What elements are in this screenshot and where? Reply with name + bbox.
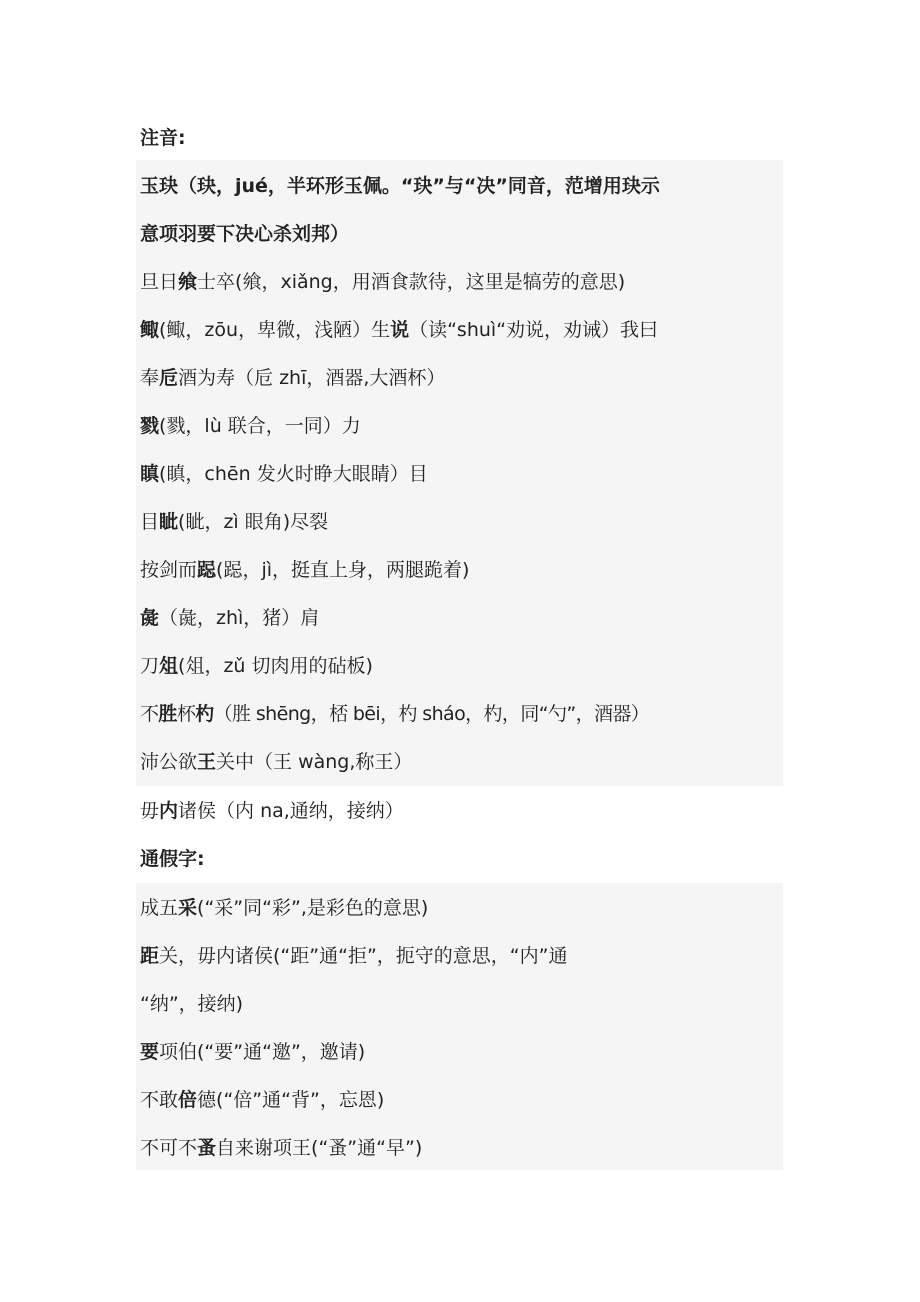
tongjia-line-1	[140, 884, 428, 932]
heading-tongjia: 通假字:	[140, 848, 205, 870]
key-char: 卮	[159, 367, 179, 389]
text: 沛公欲	[140, 751, 198, 773]
key-char: 鲰	[140, 319, 160, 341]
key-char: 彘	[140, 607, 160, 629]
zhuyin-line-6	[140, 402, 361, 450]
text: 杯	[176, 703, 196, 725]
zhuyin-line-1: 玉玦（玦，jué，半环形玉佩。“玦”与“决”同音，范增用玦示	[140, 175, 660, 197]
tongjia-line-4	[140, 1028, 365, 1076]
text: 成五	[140, 897, 179, 919]
text: 士卒(飨，xiǎng，用酒食款待，这里是犒劳的意思)	[197, 271, 626, 293]
key-char: 飨	[178, 271, 198, 293]
text: (俎，zǔ 切肉用的砧板)	[178, 655, 373, 677]
text: 目	[140, 511, 160, 533]
text: 酒为寿（卮 zhī，酒器,大酒杯）	[178, 367, 446, 389]
text: 按剑而	[140, 559, 198, 581]
text: (跽，jì，挺直上身，两腿跪着)	[216, 559, 470, 581]
text: (眦，zì 眼角)尽裂	[178, 511, 329, 533]
key-char: 杓	[195, 703, 214, 725]
key-char: 胜	[158, 703, 177, 725]
zhuyin-line-2: 意项羽要下决心杀刘邦）	[140, 223, 350, 245]
key-char: 眦	[159, 511, 179, 533]
text: (戮，lù 联合，一同）力	[159, 415, 361, 437]
key-char: 要	[140, 1041, 160, 1063]
text: 毋	[140, 800, 160, 822]
text: 自来谢项王(“蚤”通“早”)	[216, 1137, 423, 1159]
text: 旦日	[140, 271, 179, 293]
text: 不	[140, 703, 159, 725]
zhuyin-line-4	[140, 306, 658, 354]
text: 不敢	[140, 1089, 179, 1111]
text: (“采”同“彩”,是彩色的意思)	[197, 897, 429, 919]
key-char: 说	[390, 319, 410, 341]
text: （胜 shēng，桮 bēi，杓 sháo，杓，同“勺”，酒器）	[213, 703, 650, 725]
zhuyin-line-11	[140, 642, 373, 690]
key-char: 瞋	[140, 463, 160, 485]
key-char: 俎	[159, 655, 179, 677]
key-char: 王	[197, 751, 217, 773]
zhuyin-line-9	[140, 546, 469, 594]
text: 奉	[140, 367, 160, 389]
zhuyin-line-13	[140, 738, 412, 786]
zhuyin-line-7	[140, 450, 428, 498]
text: 诸侯（内 na,通纳，接纳）	[178, 800, 404, 822]
key-char: 倍	[178, 1089, 198, 1111]
zhuyin-line-12	[140, 690, 649, 738]
key-char: 跽	[197, 559, 217, 581]
text: 不可不	[140, 1137, 198, 1159]
tongjia-line-5	[140, 1076, 384, 1124]
tongjia-line-3	[140, 980, 243, 1028]
tongjia-line-6	[140, 1124, 422, 1172]
text: 关，毋内诸侯(“距”通“拒”，扼守的意思，“内”通	[159, 945, 568, 967]
key-char: 距	[140, 945, 160, 967]
text: (瞋，chēn 发火时睁大眼睛）目	[159, 463, 428, 485]
text: 刀	[140, 655, 160, 677]
text: (鲰，zōu，卑微，浅陋）生	[159, 319, 391, 341]
text: （彘，zhì，猪）肩	[159, 607, 320, 629]
heading-zhuyin: 注音:	[140, 127, 186, 149]
text: （读“shuì“劝说，劝诫）我曰	[409, 319, 659, 341]
key-char: 内	[159, 800, 179, 822]
text: 项伯(“要”通“邀”，邀请)	[159, 1041, 366, 1063]
text: 关中（王 wàng,称王）	[216, 751, 413, 773]
zhuyin-line-8	[140, 498, 328, 546]
key-char: 戮	[140, 415, 160, 437]
text: 德(“倍”通“背”，忘恩)	[197, 1089, 385, 1111]
zhuyin-line-5	[140, 354, 445, 402]
tongjia-line-2	[140, 932, 568, 980]
zhuyin-line-14	[140, 787, 404, 835]
zhuyin-line-10	[140, 594, 319, 642]
key-char: 采	[178, 897, 198, 919]
zhuyin-line-3	[140, 258, 625, 306]
key-char: 蚤	[197, 1137, 217, 1159]
text: “纳”，接纳)	[140, 993, 244, 1015]
